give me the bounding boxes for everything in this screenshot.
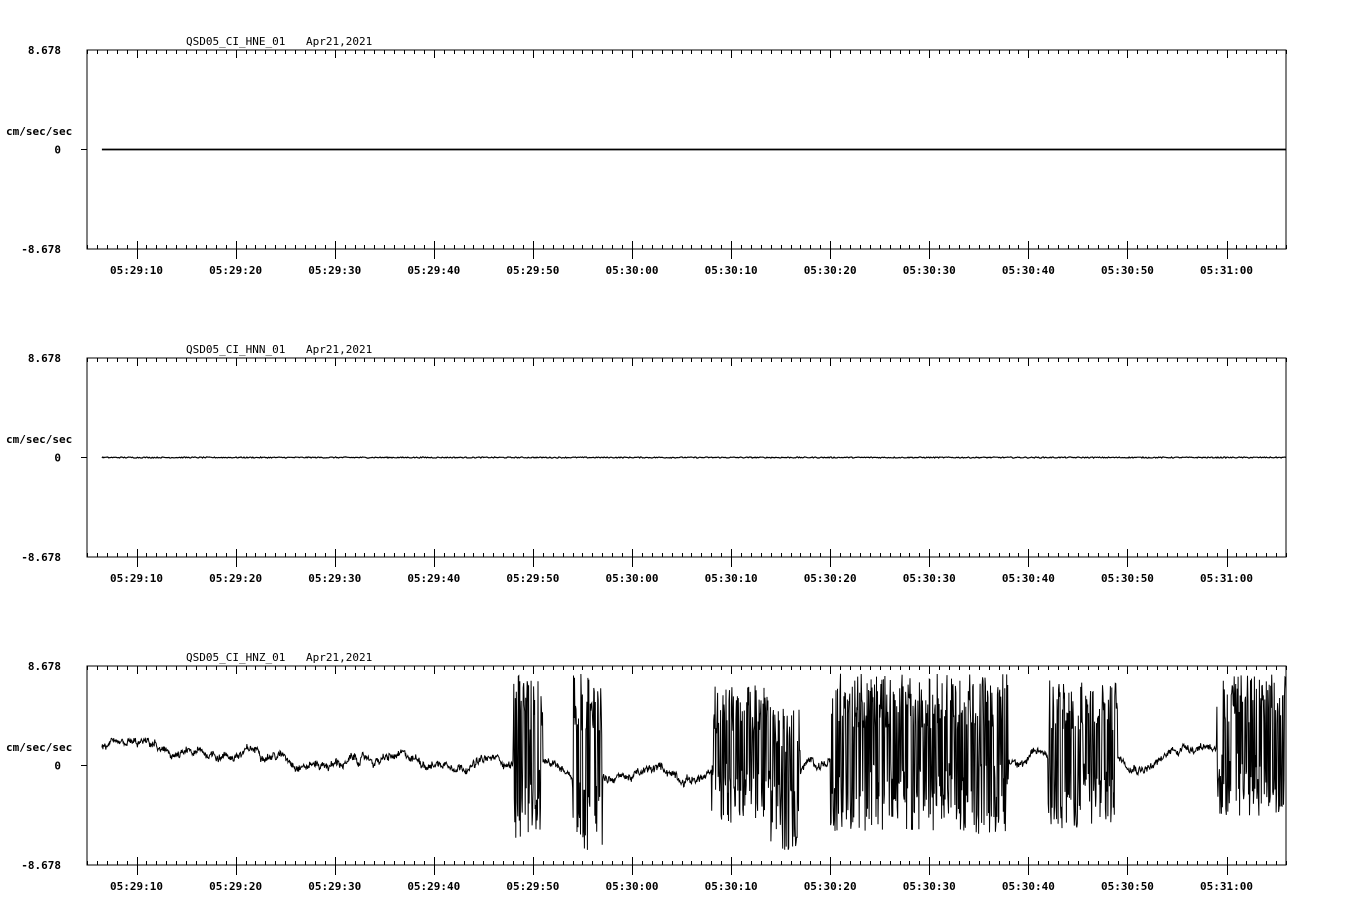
x-tick-label: 05:29:50 [506, 572, 560, 585]
waveform-trace [102, 674, 1286, 850]
x-tick-label: 05:29:50 [506, 880, 560, 893]
x-tick-label: 05:30:30 [902, 880, 956, 893]
x-tick-label: 05:29:30 [308, 572, 362, 585]
x-tick-label: 05:29:10 [110, 572, 164, 585]
x-tick-label: 05:29:40 [407, 880, 461, 893]
y-tick-label: 0 [54, 451, 61, 465]
panel-title [186, 35, 372, 48]
x-tick-label: 05:30:50 [1100, 264, 1154, 277]
y-tick-label: 8.678 [27, 660, 61, 673]
x-tick-label: 05:29:30 [308, 264, 362, 277]
x-tick-label: 05:30:10 [704, 880, 758, 893]
x-tick-label: 05:29:30 [308, 880, 362, 893]
record-date: Apr21,2021 [306, 343, 373, 356]
x-tick-label: 05:29:20 [209, 880, 263, 893]
x-tick-label: 05:30:00 [605, 572, 659, 585]
record-date: Apr21,2021 [306, 651, 373, 664]
seismogram-panel-3 [6, 651, 1287, 893]
x-tick-label: 05:30:10 [704, 264, 758, 277]
station-name: QSD05_CI_HNZ_01 [186, 651, 286, 664]
x-tick-label: 05:31:00 [1200, 264, 1254, 277]
x-tick-label: 05:30:40 [1001, 572, 1055, 585]
x-tick-label: 05:29:10 [110, 264, 164, 277]
seismogram-panel-2 [6, 343, 1287, 585]
y-tick-label: 0 [54, 759, 61, 773]
x-tick-label: 05:29:20 [209, 572, 263, 585]
x-tick-label: 05:29:40 [407, 264, 461, 277]
x-tick-label: 05:30:00 [605, 880, 659, 893]
y-axis-label: cm/sec/sec [6, 433, 73, 446]
x-tick-label: 05:30:20 [803, 880, 857, 893]
x-tick-label: 05:30:50 [1100, 880, 1154, 893]
y-axis-label: cm/sec/sec [6, 125, 73, 138]
x-tick-label: 05:30:00 [605, 264, 659, 277]
y-tick-label: -8.678 [21, 243, 61, 256]
x-tick-label: 05:31:00 [1200, 880, 1254, 893]
y-tick-label: 8.678 [27, 44, 61, 57]
x-tick-label: 05:29:10 [110, 880, 164, 893]
x-tick-label: 05:29:50 [506, 264, 560, 277]
x-tick-label: 05:29:40 [407, 572, 461, 585]
y-tick-label: 0 [54, 143, 61, 157]
y-tick-label: 8.678 [27, 352, 61, 365]
y-tick-label: -8.678 [21, 551, 61, 564]
x-tick-label: 05:30:10 [704, 572, 758, 585]
station-name: QSD05_CI_HNE_01 [186, 35, 286, 48]
plot-frame [87, 666, 1286, 865]
y-tick-label: -8.678 [21, 859, 61, 872]
panel-title [186, 651, 372, 664]
x-tick-label: 05:31:00 [1200, 572, 1254, 585]
panel-title [186, 343, 372, 356]
x-tick-label: 05:30:40 [1001, 880, 1055, 893]
x-tick-label: 05:30:20 [803, 264, 857, 277]
x-tick-label: 05:30:30 [902, 572, 956, 585]
x-tick-label: 05:30:20 [803, 572, 857, 585]
x-tick-label: 05:30:30 [902, 264, 956, 277]
waveform-trace [102, 457, 1286, 458]
x-tick-label: 05:29:20 [209, 264, 263, 277]
seismogram-panel-1 [6, 35, 1287, 277]
y-axis-label: cm/sec/sec [6, 741, 73, 754]
x-tick-label: 05:30:40 [1001, 264, 1055, 277]
record-date: Apr21,2021 [306, 35, 373, 48]
station-name: QSD05_CI_HNN_01 [186, 343, 286, 356]
x-tick-label: 05:30:50 [1100, 572, 1154, 585]
